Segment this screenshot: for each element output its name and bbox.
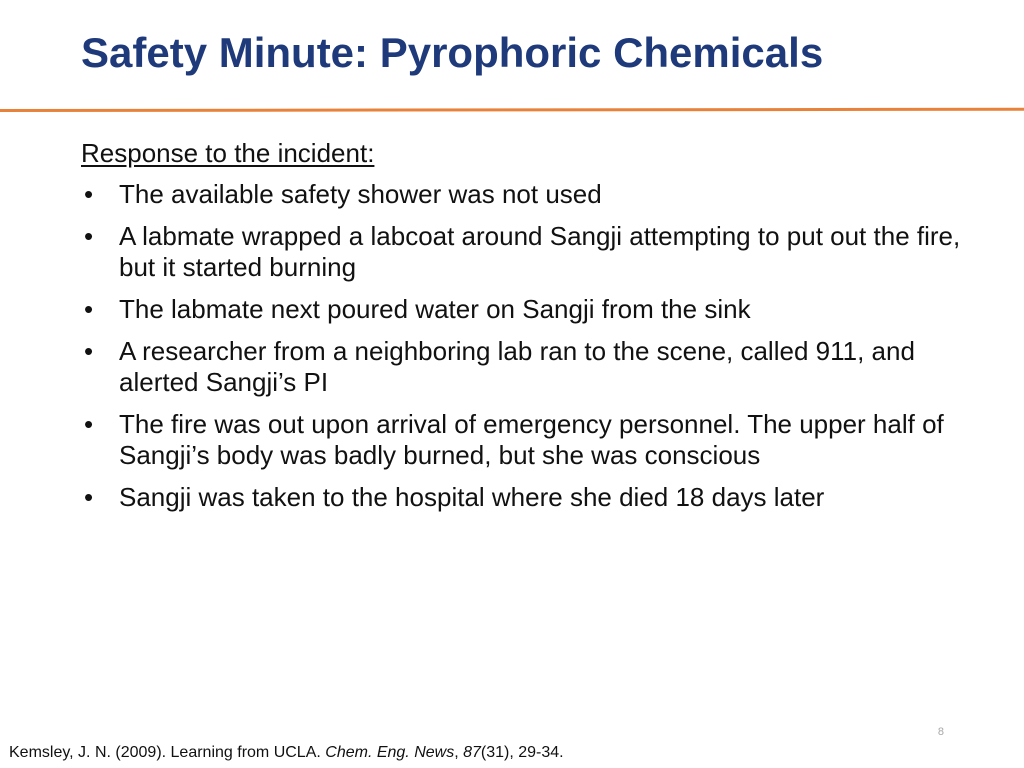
slide-title: Safety Minute: Pyrophoric Chemicals: [81, 29, 824, 76]
citation-journal: Chem. Eng. News: [325, 744, 455, 761]
citation-issue-pages: (31), 29-34.: [480, 744, 564, 761]
citation-footer: [9, 744, 564, 762]
bullet-icon: •: [84, 482, 94, 512]
bullet-icon: •: [84, 179, 94, 209]
bullet-text: The available safety shower was not used: [119, 179, 602, 209]
citation-volume: 87: [463, 744, 481, 761]
bullet-item: [81, 179, 961, 210]
bullet-icon: •: [84, 409, 94, 439]
bullet-text: The fire was out upon arrival of emergency personnel. The upper half of Sangji’s body was badly burned, but she was conscious: [119, 409, 944, 470]
bullet-item: [81, 482, 961, 513]
bullet-list: [81, 179, 961, 513]
bullet-item: [81, 221, 961, 283]
page-number: 8: [937, 726, 944, 738]
bullet-icon: •: [84, 221, 94, 251]
bullet-item: [81, 409, 961, 471]
slide-content: [81, 138, 961, 524]
bullet-item: [81, 336, 961, 398]
bullet-item: [81, 294, 961, 325]
section-heading: Response to the incident:: [81, 138, 375, 168]
bullet-text: A researcher from a neighboring lab ran to the scene, called 911, and alerted Sangji’s PI: [119, 336, 915, 397]
citation-separator: ,: [454, 744, 464, 761]
bullet-text: A labmate wrapped a labcoat around Sangji attempting to put out the fire, but it started burning: [119, 221, 961, 282]
citation-reference: Kemsley, J. N. (2009). Learning from UCLA.: [9, 744, 326, 761]
title-divider: [0, 108, 1024, 112]
bullet-icon: •: [84, 294, 94, 324]
bullet-text: Sangji was taken to the hospital where she died 18 days later: [119, 482, 825, 512]
bullet-icon: •: [84, 336, 94, 366]
bullet-text: The labmate next poured water on Sangji from the sink: [119, 294, 751, 324]
